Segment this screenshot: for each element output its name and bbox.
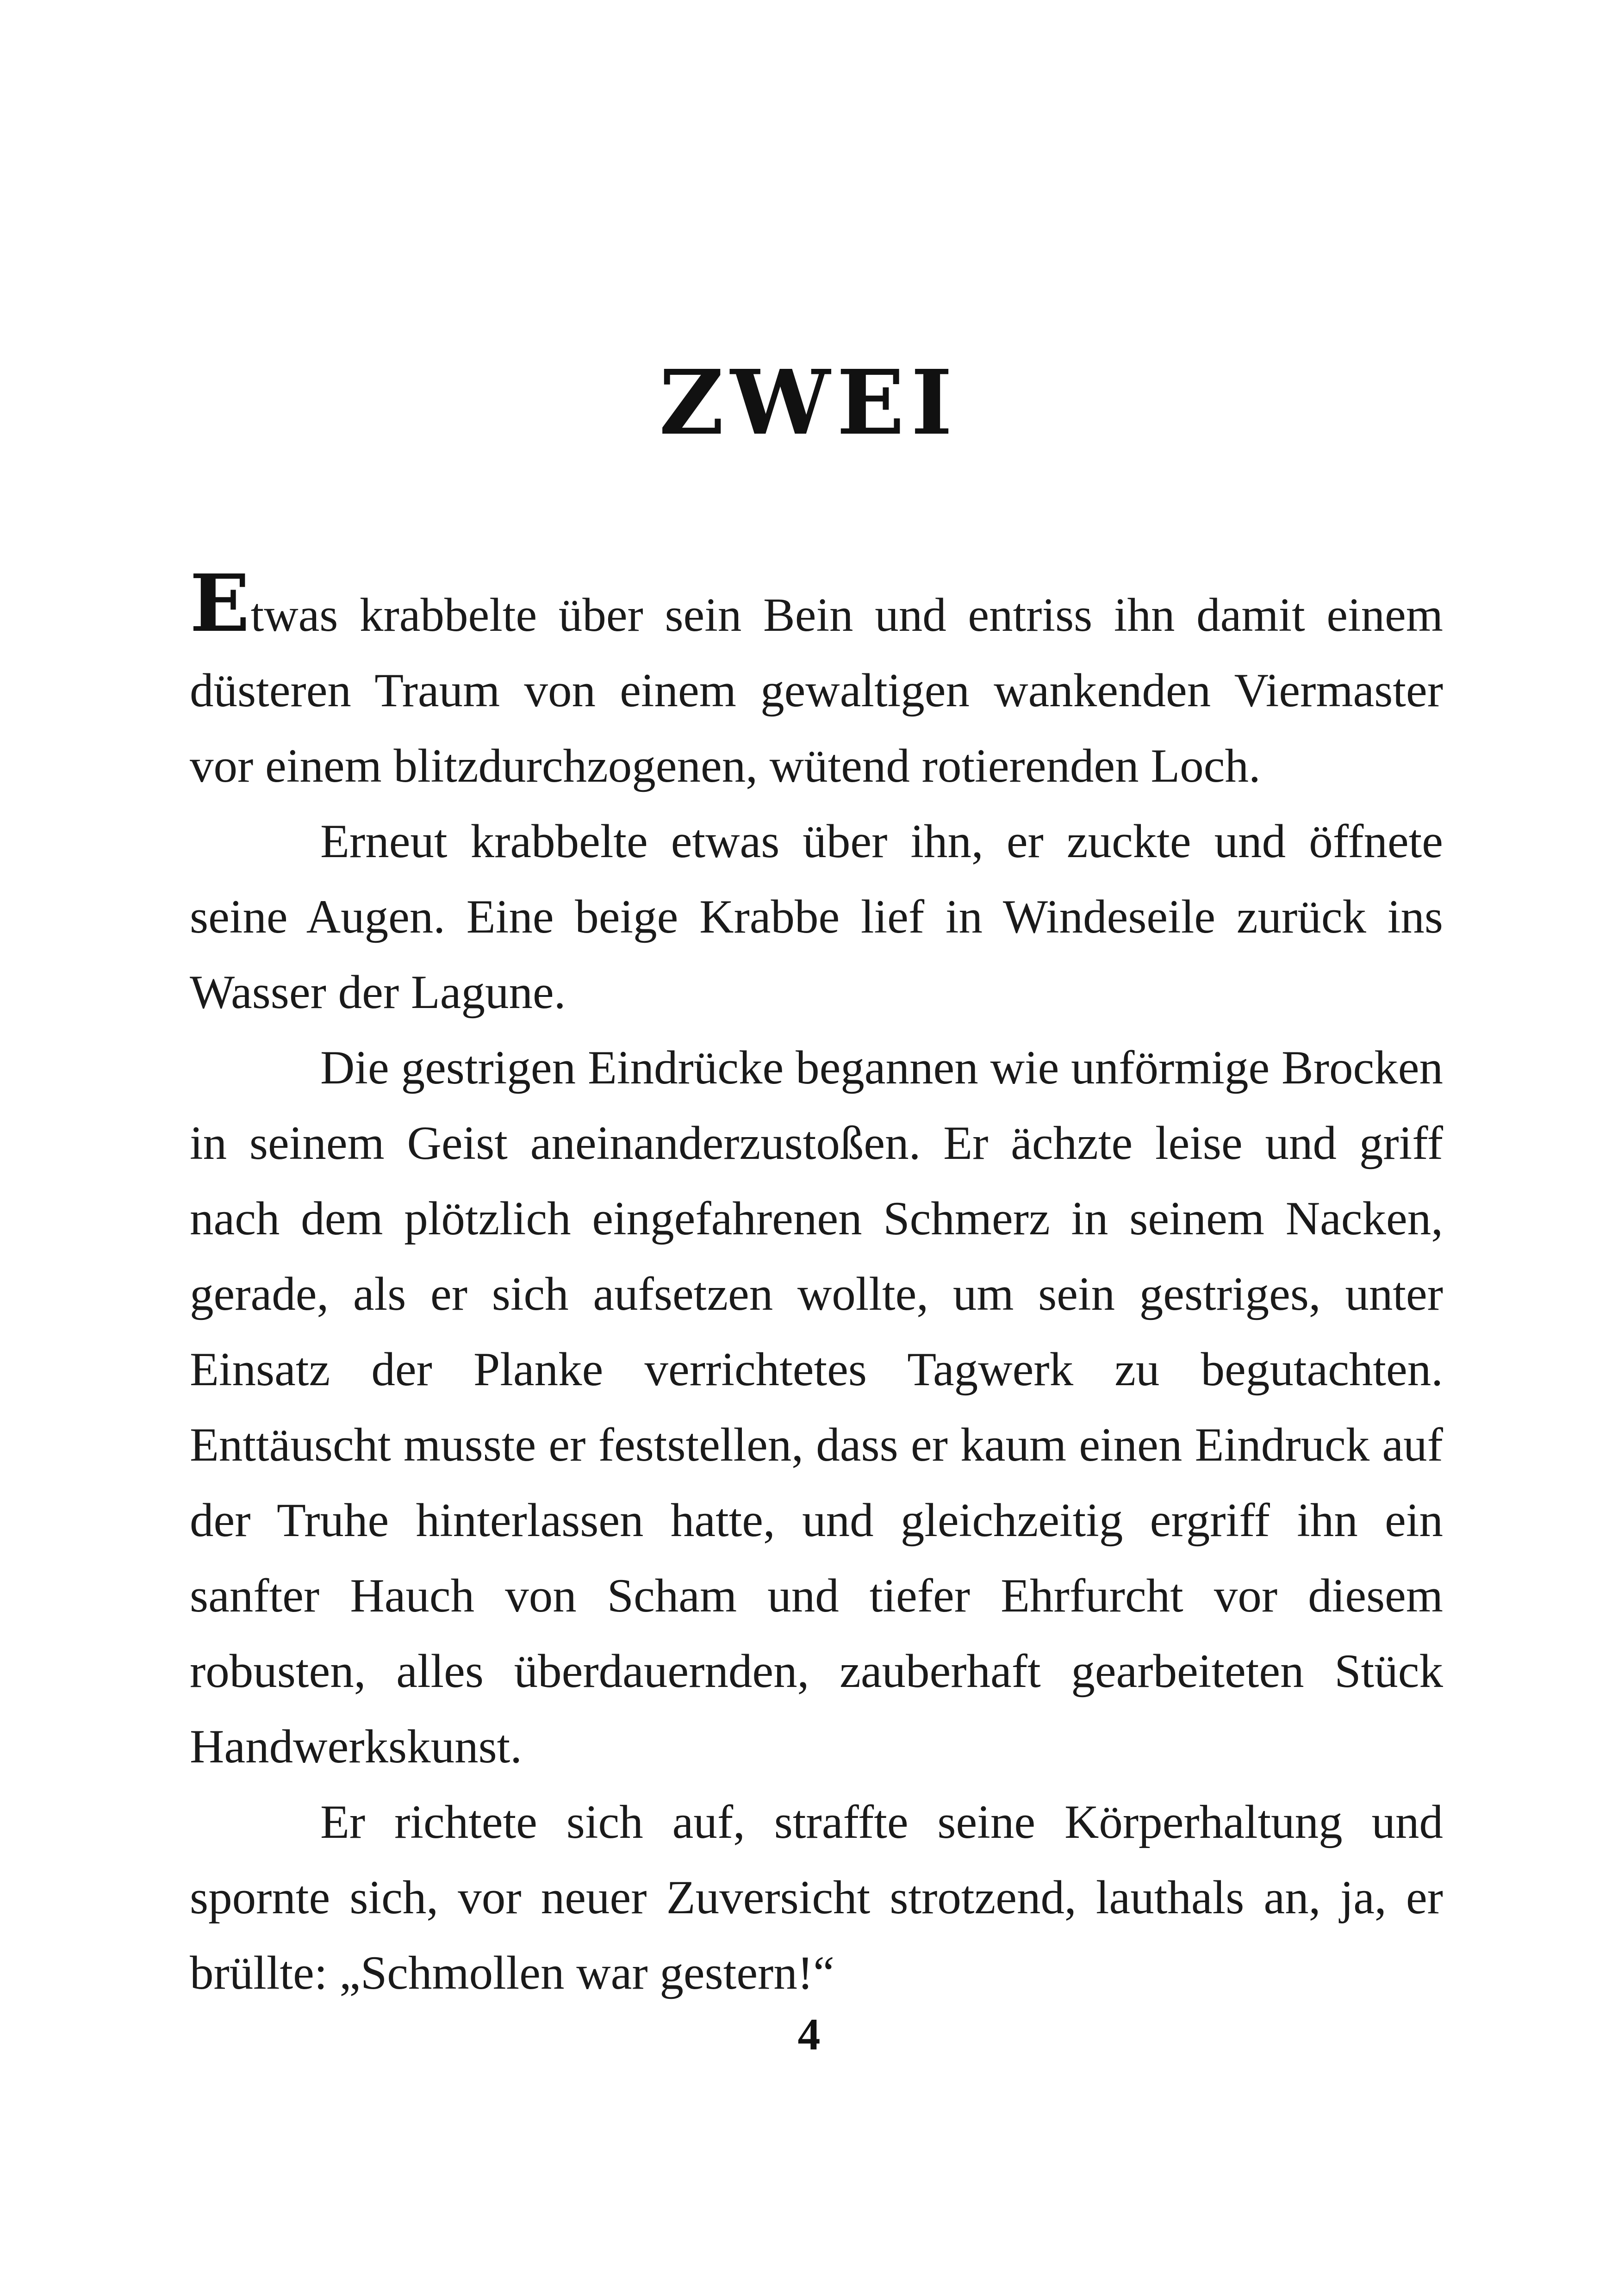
- paragraph: Die gestrigen Eindrücke begannen wie unförmige Brocken in seinem Geist aneinanderzustoßen. Er ächzte leise und griff nach dem plötzlich eingefahrenen Schmerz in seinem Nacken, gerade, als er sich aufsetzen wollte, um sein gestriges, unter Einsatz der Planke verrichtetes Tagwerk zu begutachten. Enttäuscht musste er feststellen, dass er kaum einen Eindruck auf der Truhe hinterlassen hatte, und gleichzeitig ergriff ihn ein sanfter Hauch von Scham und tiefer Ehrfurcht vor diesem robusten, alles überdauernden, zauberhaft gearbeiteten Stück Handwerkskunst.: [190, 1041, 1443, 1773]
- paragraph-text: twas krabbelte über sein Bein und entriss ihn damit einem düsteren Traum von einem gewaltigen wankenden Viermaster vor einem blitzdurchzogenen, wütend rotierenden Loch.: [190, 589, 1443, 792]
- chapter-title: ZWEI: [659, 351, 959, 455]
- body-text: [190, 557, 1443, 2011]
- paragraph: Er richtete sich auf, straffte seine Körperhaltung und spornte sich, vor neuer Zuversicht strotzend, lauthals an, ja, er brüllte: „Schmollen war gestern!“: [190, 1796, 1443, 1999]
- paragraph: [190, 557, 1443, 804]
- paragraph: Erneut krabbelte etwas über ihn, er zuckte und öffnete seine Augen. Eine beige Krabbe lief in Windeseile zurück ins Wasser der Lagune.: [190, 815, 1443, 1019]
- page-number: 4: [797, 2010, 821, 2060]
- drop-cap-initial: E: [190, 557, 251, 650]
